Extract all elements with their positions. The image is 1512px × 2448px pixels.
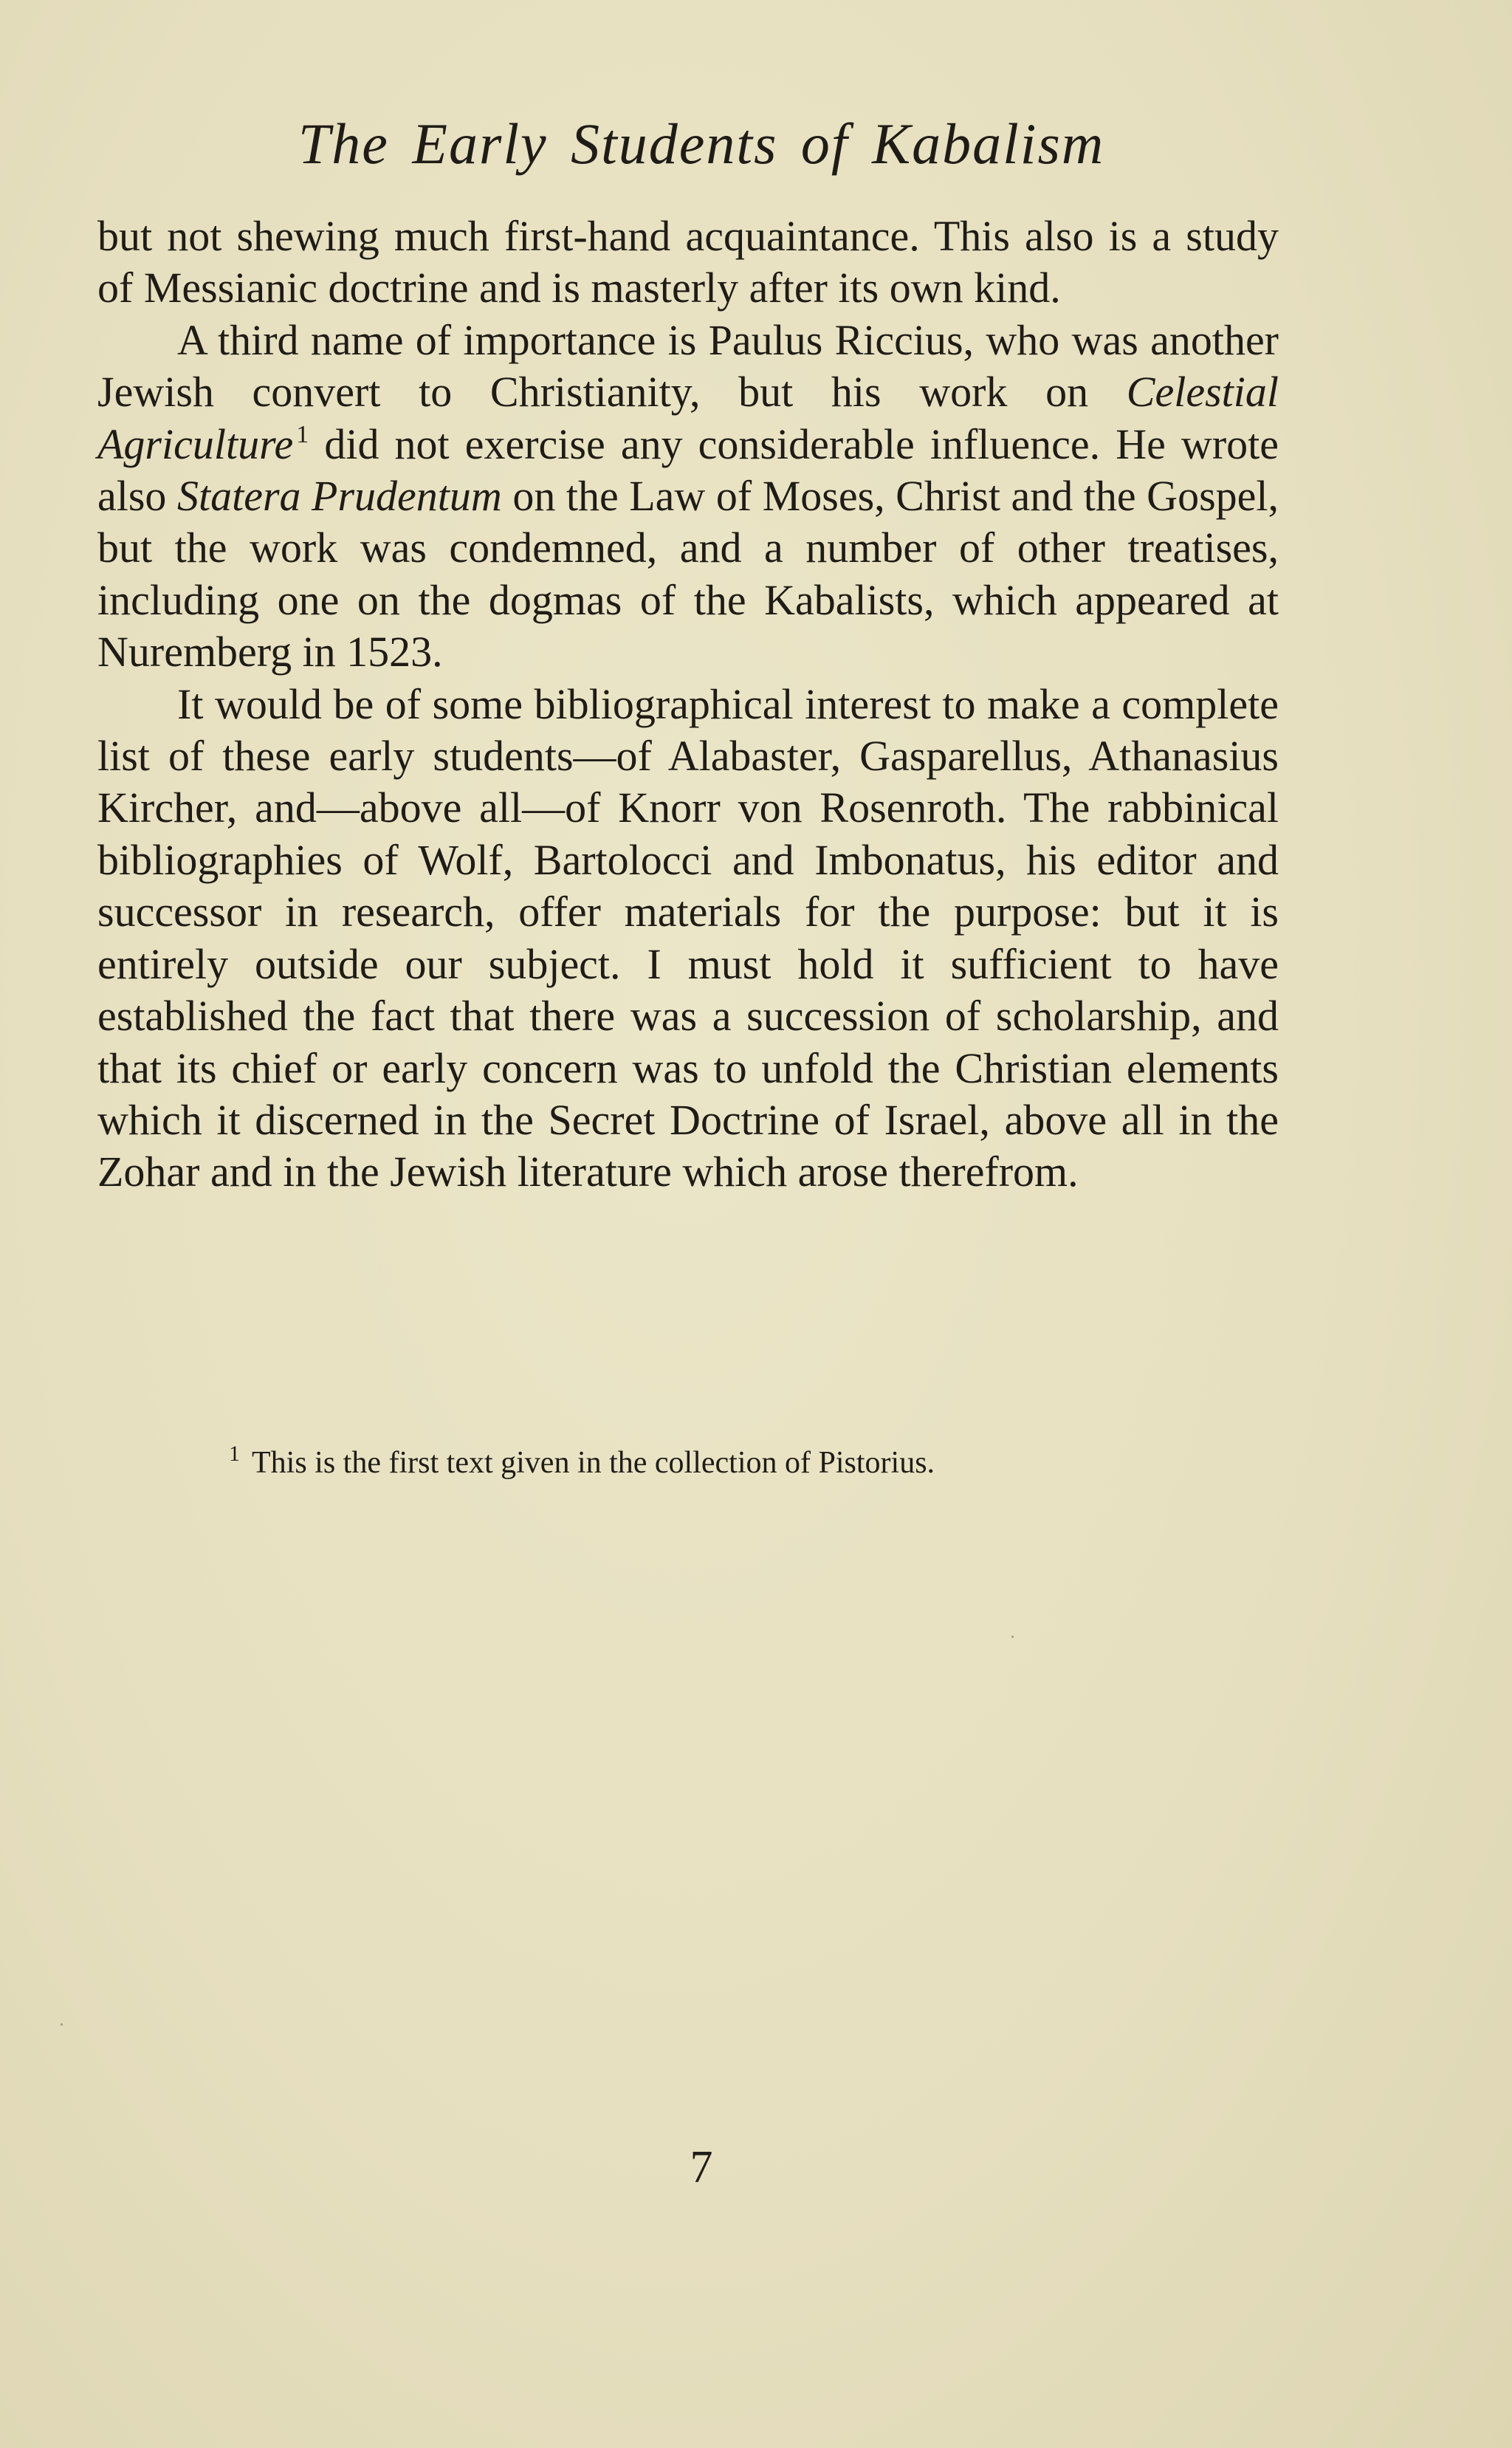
- running-head: The Early Students of Kabalism: [298, 112, 1105, 176]
- paragraph-1: [97, 210, 1279, 315]
- paragraph-2-text-a: A third name of importance is Paulus Riccius, who was another Jewish convert to Christianity, but his work on: [97, 315, 1279, 416]
- paragraph-2: [97, 315, 1279, 679]
- paper-speck: [61, 2023, 63, 2026]
- paragraph-1-text: but not shewing much first-hand acquaintance. This also is a study of Messianic doctrine and is masterly after its own kind.: [97, 212, 1279, 312]
- book-title-statera-prudentum: Statera Prudentum: [176, 472, 502, 521]
- paper-speck: [1011, 1636, 1014, 1638]
- paragraph-3-text: It would be of some bibliographical interest to make a complete list of these early students—of Alabaster, Gasparellus, Athanasius Kircher, and—above all—of Knorr von Rosenroth. The rabbinical bibliographies of Wolf, Bartolocci and Imbonatus, his editor and successor in research, offer materials for the purpose: but it is entirely outside our subject. I must hold it sufficient to have established the fact that there was a succession of scholarship, and that its chief or early concern was to unfold the Christian elements which it discerned in the Secret Doctrine of Israel, above all in the Zohar and in the Jewish literature which arose therefrom.: [97, 679, 1279, 1196]
- footnote-reference: 1: [296, 420, 309, 448]
- footnote-marker: 1: [229, 1441, 240, 1466]
- page-number: 7: [690, 2142, 713, 2192]
- book-title-celestial-agriculture: Celestial Agriculture: [97, 368, 1279, 468]
- paragraph-2-text-b: did not exercise any considerable influence. He wrote also: [97, 419, 1279, 521]
- paragraph-2-text-c: on the Law of Moses, Christ and the Gospel, but the work was condemned, and a number of other treatises, including one on the dogmas of the Kabalists, which appeared at Nuremberg in 1523.: [97, 472, 1279, 676]
- footnote-text: This is the first text given in the collection of Pistorius.: [252, 1446, 935, 1480]
- body-text: [97, 210, 1279, 1199]
- paragraph-3: [97, 679, 1279, 1199]
- footnote: [229, 1441, 1277, 1482]
